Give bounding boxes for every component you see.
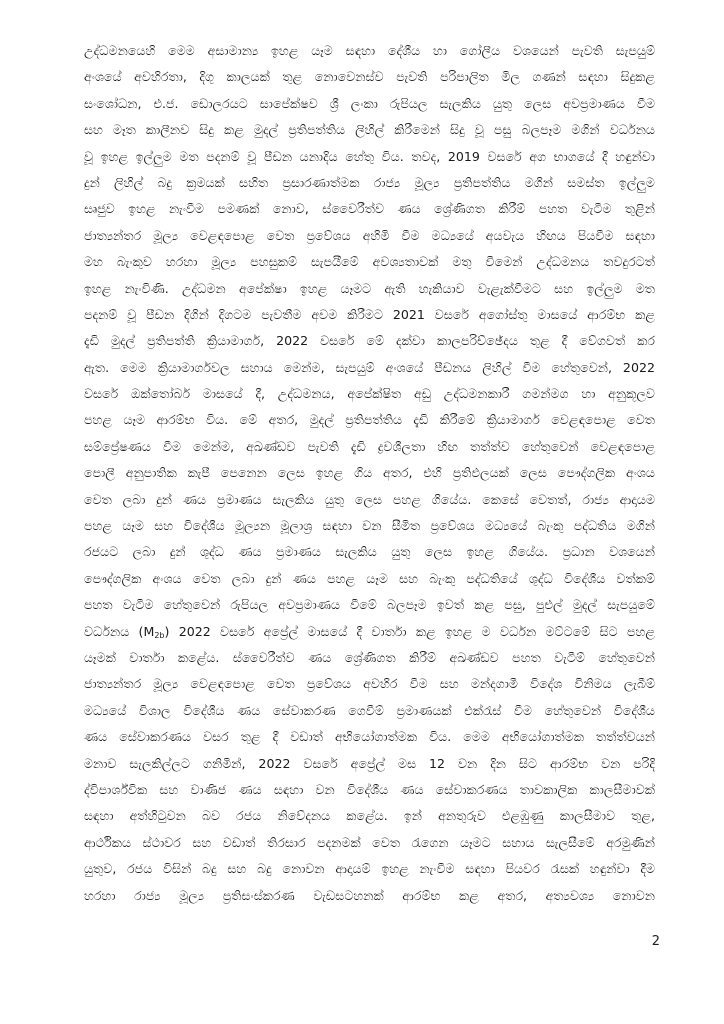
text-line: ඇත. මෙම ක්‍රියාමාර්ගවල සහාය මෙන්ම, සැපයුම් අංශයේ පීඩනය ලිහිල් වීම හේතුවෙන්, 2022: [84, 359, 655, 375]
text-line: වූ ඉහළ ඉල්ලුම මත පදනම් වූ පීඩන යනාදිය හේතු විය. තවද, 2019 වසරේ අග භාගයේ දී හඳුන්වා: [84, 148, 655, 164]
text-line: ඉහළ නැංවිණි. උද්ධමන අපේක්ෂා ඉහළ යෑමට ඇති හැකියාව වැළැක්වීමට සහ ඉල්ලුම මත: [84, 280, 655, 296]
text-line: ජාත්‍යන්තර මූල්‍ය වෙළඳපොළ වෙත ප්‍රවේශය අහිමි වීම මධ්‍යයේ අයවැය හිඟය පියවීම සඳහා: [84, 227, 655, 243]
text-line: යෑමක් වාර්තා කළේය. ස්වෛරීත්ව ණය ශ්‍රේණිගත කිරීම් අඛණ්ඩව පහත වැටීම් හේතුවෙන්: [84, 649, 655, 665]
text-line: ජාත්‍යන්තර මූල්‍ය වෙළඳපොළ වෙත ප්‍රවේශය අවහිර වීම සහ මන්දගාමී විදේශ විනිමය ලැබීම්: [84, 676, 655, 692]
text-line: පෞද්ගලික අංශය වෙත ලබා දුන් ණය පහළ යෑම සහ බැංකු පද්ධතියේ ශුද්ධ විදේශීය වත්කම්: [84, 570, 655, 586]
text-line: වසරේ ඔක්තෝබර් මාසයේ දී, උද්ධමනය, අපේක්ෂිත අඩු උද්ධමනකාරී ගමන්මග හා අනුකූලව: [84, 386, 655, 402]
text-line: පහළ යෑම සහ විදේශීය මූල්‍යන මූලාශ්‍ර සඳහා වන සීමිත ප්‍රවේශය මධ්‍යයේ බැංකු පද්ධතිය මගින්: [84, 518, 655, 534]
text-line: සම්ප්‍රේෂණය වීම මෙන්ම, අඛණ්ඩව පැවති දැඩි ද්‍රවශීලතා හිඟ තත්ත්ව හේතුවෙන් වෙළඳපොළ: [84, 438, 655, 454]
text-line: පහත වැටීම හේතුවෙන් රුපියල අවප්‍රමාණය වීමේ බලපෑම ඉවත් කළ පසු, පුළුල් මුදල් සැපයුමේ: [84, 597, 655, 613]
text-line: උද්ධමනයෙහි මෙම අසාමාන්‍ය ඉහළ යෑම සඳහා දේශීය හා ගෝලීය වශයෙන් පැවති සැපයුම්: [84, 43, 655, 58]
text-line: මහ බැංකුව හරහා මූල්‍ය පහසුකම් සැපයීමේ අවශ්‍යතාවක් මතු වීමෙන් උද්ධමනය තවදුරටත්: [84, 254, 655, 270]
text-line: සංශෝධන, එ.ජ. ඩොලරයට සාපේක්ෂව ශ්‍රී ලංකා රුපියල සැලකිය යුතු ලෙස අවප්‍රමාණය වීම: [84, 95, 655, 111]
text-line: පදනම් වූ පීඩන දිගින් දිගටම පැවතීම අවම කිරීමට 2021 වසරේ අගෝස්තු මාසයේ ආරම්භ කළ: [84, 306, 655, 322]
text-line: ණය සේවාකරණය වසර තුළ දී වඩාත් අභියෝගාත්මක විය. මෙම අභියෝගාත්මක තත්ත්වයන්: [84, 729, 655, 745]
text-line: වර්ධනය $(M_{2b})$ 2022 වසරේ අප්‍රේල් මාසයේ දී වාර්තා කළ ඉහළ ම වර්ධන මට්ටමේ සිට පහළ: [84, 623, 655, 640]
text-line: අංශයේ අවහිරතා, දිගු කාලයක් තුළ නොවෙනස්ව පැවති පරිපාලිත මිල ගණන් සඳහා සිදුකළ: [84, 69, 655, 85]
text-line: දුන් ලිහිල් බදු ක්‍රමයක් සහිත ප්‍රසාරණාත්මක රාජ්‍ය මූල්‍ය ප්‍රතිපත්තිය මගින් සමස්ත ඉල්ලුම: [84, 174, 655, 190]
text-line: වෙත ලබා දුන් ණය ප්‍රමාණය සැලකිය යුතු ලෙස පහළ ගියේය. කෙසේ වෙතත්, රාජ්‍ය ආදායම: [84, 491, 655, 507]
text-line: සෘජුව ඉහළ නැංවීම පමණක් නොව, ස්වෛරීත්ව ණය ශ්‍රේණිගත කිරීම් පහත වැටීම තුළින්: [84, 201, 655, 217]
text-line: පොලී අනුපාතික කැපී පෙනෙන ලෙස ඉහළ ගිය අතර, එහි ප්‍රතිඵලයක් ලෙස පෞද්ගලික අංශය: [84, 465, 655, 481]
text-line: රජයට ලබා දුන් ශුද්ධ ණය ප්‍රමාණය සැලකිය යුතු ලෙස ඉහළ ගියේය. ප්‍රධාන වශයෙන්: [84, 544, 655, 560]
text-line: ද්විපාර්ශ්වික සහ වාණිජ ණය සඳහා වන විදේශීය ණය සේවාකරණය තාවකාලික කාලසීමාවක්: [84, 781, 655, 797]
text-line: මනාව සැලකිල්ලට ගනිමින්, 2022 වසරේ අප්‍රේල් මස 12 වන දින සිට ආරම්භ වන පරිදි: [84, 755, 655, 771]
text-line: මධ්‍යයේ විශාල විදේශීය ණය සේවාකරණ ගෙවීම් ප්‍රමාණයක් එක්රැස් වීම හේතුවෙන් විදේශීය: [84, 702, 655, 718]
body-paragraph: [84, 38, 655, 909]
text-line: හරහා රාජ්‍ය මූල්‍ය ප්‍රතිසංස්කරණ වැඩසටහනක් ආරම්භ කළ අතර, අත්‍යවශ්‍ය නොවන: [84, 887, 655, 903]
text-line: සඳහා අත්හිටුවන බව රජය නිවේදනය කළේය. ඉන් අනතුරුව එළඹුණු කාලසීමාව තුළ,: [84, 808, 655, 824]
page-number: 2: [651, 934, 660, 949]
text-line: යුතුව, රජය විසින් බදු සහ බදු නොවන ආදායම් ඉහළ නැංවීම සඳහා පියවර රැසක් හඳුන්වා දීම: [84, 861, 655, 877]
text-line: ආර්ථිකය ස්ථාවර සහ වඩාත් තිරසාර පදනමක් වෙත රැගෙන යෑමට සහාය සැලසීමේ අරමුණින්: [84, 834, 655, 850]
text-line: සහ මෑත කාලීනව සිදු කළ මුදල් ප්‍රතිපත්තිය ලිහිල් කිරීමෙන් සිදු වූ පසු බලපෑම මගින් වර්ධනය: [84, 122, 655, 138]
text-line: පහළ යෑම ආරම්භ විය. මේ අතර, මුදල් ප්‍රතිපත්තිය දැඩි කිරීමේ ක්‍රියාමාර්ග වෙළඳපොළ වෙත: [84, 412, 655, 428]
text-line: දැඩි මුදල් ප්‍රතිපත්ති ක්‍රියාමාර්ග, 2022 වසරේ මේ දක්වා කාලපරිච්ඡේදය තුළ දී වේගවත් කර: [84, 333, 655, 349]
